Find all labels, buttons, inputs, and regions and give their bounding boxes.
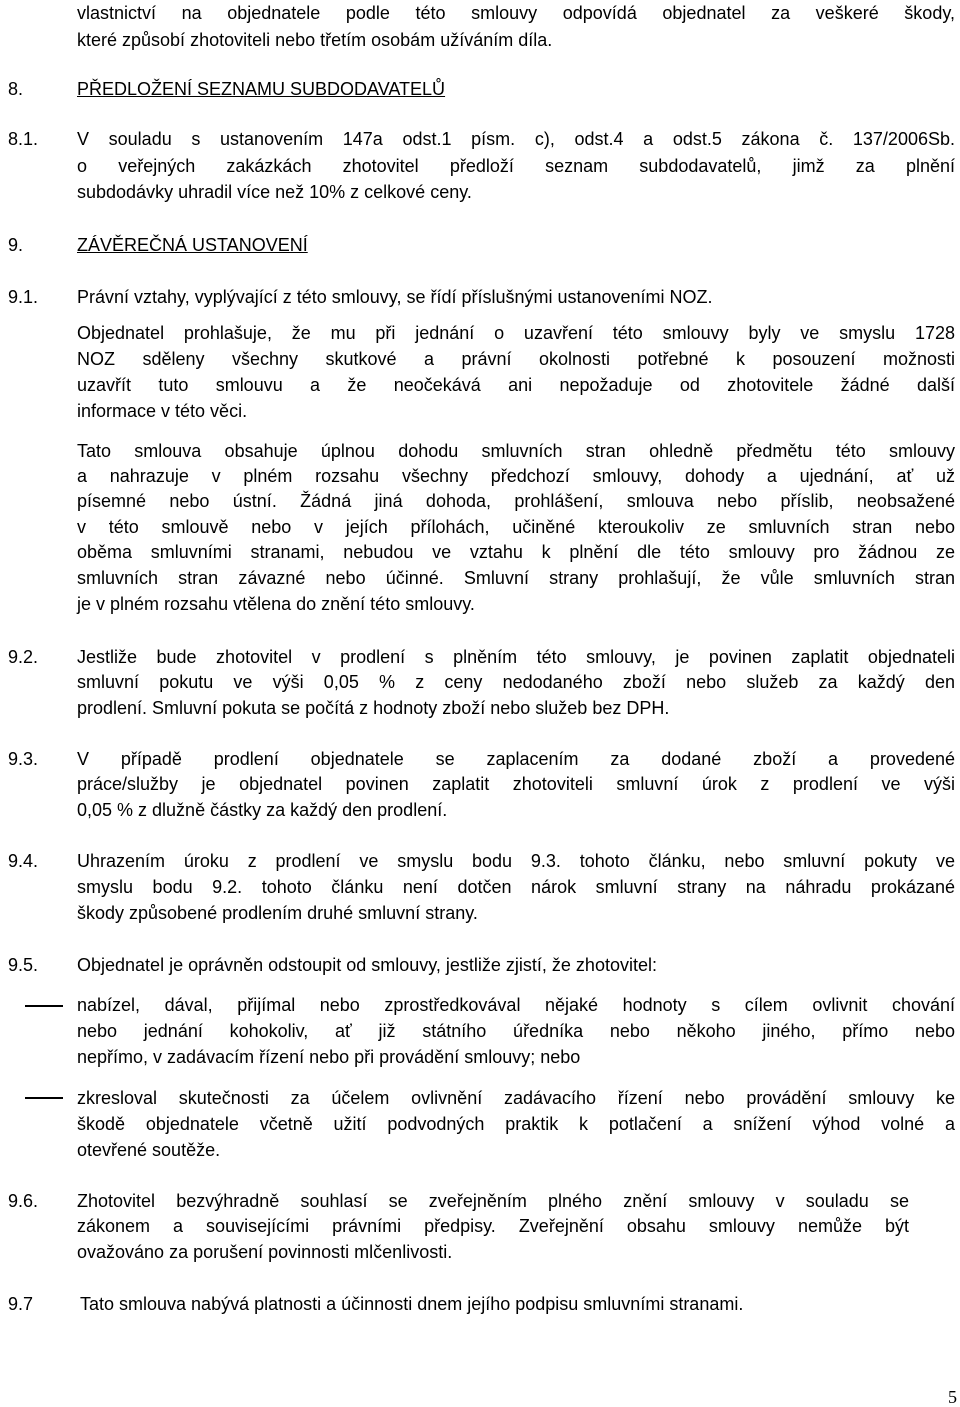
section-number: 9.6. bbox=[8, 1191, 39, 1211]
text-line: subdodávky uhradil více než 10% z celkové ceny. bbox=[77, 182, 472, 202]
section-number: 9.3. bbox=[8, 749, 39, 769]
text-line: Zhotovitel bezvýhradně souhlasí se zveřejněním plného znění smlouvy v souladu se bbox=[77, 1191, 909, 1211]
text-line: nabízel, dával, přijímal nebo zprostředkovával nějaké hodnoty s cílem ovlivnit chování bbox=[77, 995, 955, 1015]
text-line: oběma smluvními stranami, nebudou ve vztahu k plnění dle této smlouvy pro žádnou ze bbox=[77, 542, 955, 562]
text-line: Objednatel je oprávněn odstoupit od smlouvy, jestliže zjistí, že zhotovitel: bbox=[77, 955, 657, 975]
section-number: 9.4. bbox=[8, 851, 39, 871]
text-line: nepřímo, v zadávacím řízení nebo při provádění smlouvy; nebo bbox=[77, 1047, 581, 1067]
section-heading: PŘEDLOŽENÍ SEZNAMU SUBDODAVATELŮ bbox=[77, 79, 446, 99]
text-line: smluvních stran závazné nebo účinné. Smluvní strany prohlašují, že vůle smluvních stran bbox=[77, 568, 955, 588]
text-line: a nahrazuje v plném rozsahu všechny předchozí smlouvy, dohody a ujednání, ať už bbox=[77, 466, 955, 486]
text-line: 0,05 % z dlužně částky za každý den prodlení. bbox=[77, 800, 448, 820]
page-number: 5 bbox=[948, 1387, 957, 1407]
text-line: škodě objednatele včetně užití podvodných praktik k potlačení a snížení výhod volné a bbox=[77, 1114, 955, 1134]
text-line: je v plném rozsahu vtělena do znění této smlouvy. bbox=[77, 594, 475, 614]
text-line: V případě prodlení objednatele se zaplacením za dodané zboží a provedené bbox=[77, 749, 955, 769]
section-heading: ZÁVĚREČNÁ USTANOVENÍ bbox=[77, 235, 308, 255]
section-number: 8. bbox=[8, 79, 24, 99]
text-line: prodlení. Smluvní pokuta se počítá z hodnoty zboží nebo služeb bez DPH. bbox=[77, 698, 670, 718]
text-line: informace v této věci. bbox=[77, 401, 248, 421]
text-line: NOZ sděleny všechny skutkové a právní okolnosti potřebné k posouzení možnosti bbox=[77, 349, 955, 369]
text-line: které způsobí zhotoviteli nebo třetím osobám užíváním díla. bbox=[77, 30, 553, 50]
text-line: smyslu bodu 9.2. tohoto článku není dotčen nárok smluvní strany na náhradu prokázané bbox=[77, 877, 955, 897]
section-number: 8.1. bbox=[8, 129, 39, 149]
text-line: Objednatel prohlašuje, že mu při jednání o uzavření této smlouvy byly ve smyslu 1728 bbox=[77, 323, 955, 343]
text-line: Tato smlouva obsahuje úplnou dohodu smluvních stran ohledně předmětu této smlouvy bbox=[77, 441, 955, 461]
text-line: ovažováno za porušení povinnosti mlčenlivosti. bbox=[77, 1242, 453, 1262]
section-number: 9.2. bbox=[8, 647, 39, 667]
text-line: uzavřít tuto smlouvu a že neočekává ani nepožaduje od zhotovitele žádné další bbox=[77, 375, 955, 395]
text-line: otevřené soutěže. bbox=[77, 1140, 221, 1160]
text-line: Uhrazením úroku z prodlení ve smyslu bodu 9.3. tohoto článku, nebo smluvní pokuty ve bbox=[77, 851, 955, 871]
section-number: 9. bbox=[8, 235, 24, 255]
text-line: V souladu s ustanovením 147a odst.1 písm. c), odst.4 a odst.5 zákona č. 137/2006Sb. bbox=[77, 129, 955, 149]
text-line: Právní vztahy, vyplývající z této smlouvy, se řídí příslušnými ustanoveními NOZ. bbox=[77, 287, 713, 307]
text-line: Jestliže bude zhotovitel v prodlení s plněním této smlouvy, je povinen zaplatit objednateli bbox=[77, 647, 955, 667]
text-line: o veřejných zakázkách zhotovitel předloží seznam subdodavatelů, jimž za plnění bbox=[77, 156, 955, 176]
text-line: práce/služby je objednatel povinen zaplatit zhotoviteli smluvní úrok z prodlení ve výši bbox=[77, 774, 955, 794]
bullet-dash bbox=[25, 1097, 63, 1099]
section-number: 9.7 bbox=[8, 1294, 34, 1314]
section-number: 9.1. bbox=[8, 287, 39, 307]
text-line: vlastnictví na objednatele podle této smlouvy odpovídá objednatel za veškeré škody, bbox=[77, 3, 955, 23]
text-line: v této smlouvě nebo v jejích přílohách, učiněné kteroukoliv ze smluvních stran nebo bbox=[77, 517, 955, 537]
text-line: smluvní pokutu ve výši 0,05 % z ceny nedodaného zboží nebo služeb za každý den bbox=[77, 672, 955, 692]
section-number: 9.5. bbox=[8, 955, 39, 975]
text-line: písemné nebo ústní. Žádná jiná dohoda, prohlášení, smlouva nebo příslib, neobsažené bbox=[77, 491, 955, 511]
text-line: zákonem a souvisejícími právními předpisy. Zveřejnění obsahu smlouvy nemůže být bbox=[77, 1216, 909, 1236]
text-line: Tato smlouva nabývá platnosti a účinnosti dnem jejího podpisu smluvními stranami. bbox=[80, 1294, 744, 1314]
text-line: nebo jednání kohokoliv, ať již státního úředníka nebo někoho jiného, přímo nebo bbox=[77, 1021, 955, 1041]
bullet-dash bbox=[25, 1005, 63, 1007]
text-line: škody způsobené prodlením druhé smluvní strany. bbox=[77, 903, 478, 923]
text-line: zkresloval skutečnosti za účelem ovlivnění zadávacího řízení nebo provádění smlouvy ke bbox=[77, 1088, 955, 1108]
